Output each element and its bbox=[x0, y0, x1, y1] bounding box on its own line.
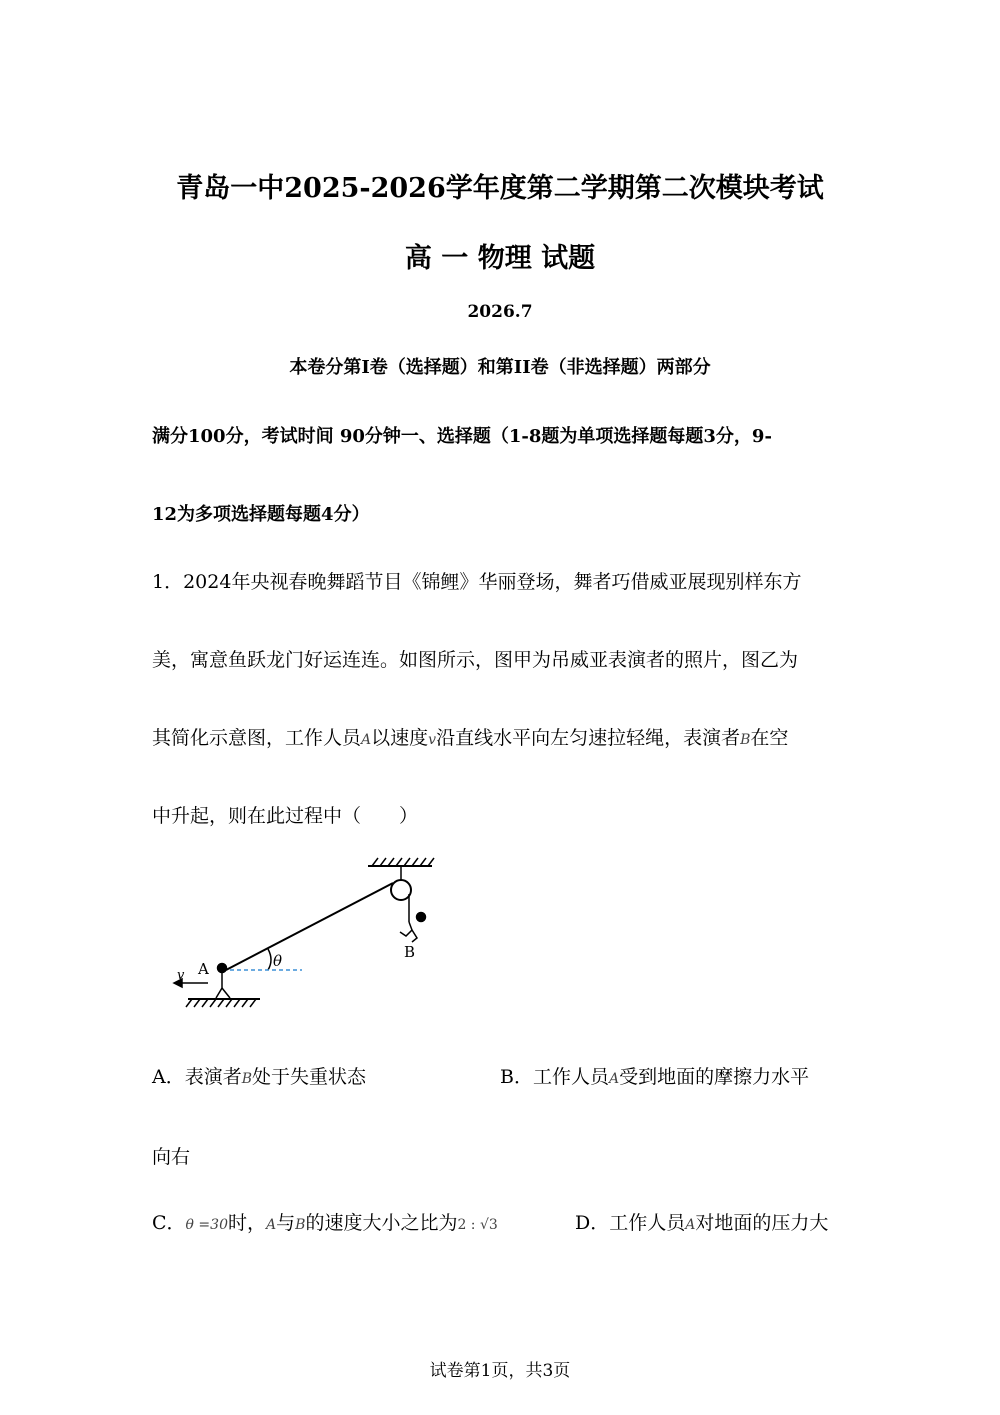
exam-subtitle: 高 一 物理 试题 bbox=[404, 243, 596, 274]
exam-date: 2026.7 bbox=[467, 302, 533, 322]
q1-line-3-text-b: 以速度 bbox=[371, 727, 429, 749]
option-b-prefix: B．工作人员 bbox=[500, 1066, 609, 1088]
rope-to-a bbox=[226, 883, 393, 970]
option-b bbox=[500, 1062, 809, 1089]
option-c-mid-2: 与 bbox=[276, 1212, 296, 1234]
q1-line-1: 1．2024年央视春晚舞蹈节目《锦鲤》华丽登场，舞者巧借威亚展现别样东方 bbox=[152, 571, 802, 593]
q1-line-3-text-a: 其简化示意图，工作人员 bbox=[152, 727, 362, 749]
option-c-prefix: C． bbox=[152, 1212, 186, 1234]
performer-b bbox=[400, 913, 426, 943]
q1-var-b: B bbox=[740, 732, 751, 748]
instructions-line-1: 满分100分，考试时间 90分钟一、选择题（1-8题为单项选择题每题3分，9- bbox=[152, 426, 772, 447]
q1-line-4: 中升起，则在此过程中（ ） bbox=[152, 805, 419, 827]
option-c-var-b: B bbox=[295, 1217, 306, 1233]
option-a-prefix: A．表演者 bbox=[152, 1066, 242, 1088]
q1-line-3 bbox=[152, 723, 788, 750]
option-b-var: A bbox=[608, 1071, 620, 1087]
option-d-suffix: 对地面的压力大 bbox=[695, 1212, 829, 1234]
pulley bbox=[391, 880, 411, 900]
angle-arc bbox=[268, 949, 271, 970]
option-b-suffix: 受到地面的摩擦力水平 bbox=[619, 1066, 810, 1088]
q1-line-3-text-c: 沿直线水平向左匀速拉轻绳，表演者 bbox=[436, 727, 741, 749]
label-a: A bbox=[198, 960, 209, 978]
option-c-ratio: 2 : √3 bbox=[457, 1217, 498, 1233]
option-c-theta: θ =30 bbox=[185, 1217, 228, 1233]
structure-note: 本卷分第I卷（选择题）和第II卷（非选择题）两部分 bbox=[289, 357, 711, 378]
q1-var-a: A bbox=[361, 732, 372, 748]
option-d bbox=[575, 1208, 828, 1235]
option-b-wrap: 向右 bbox=[152, 1146, 191, 1168]
label-v: v bbox=[177, 968, 185, 983]
label-theta: θ bbox=[273, 952, 283, 970]
option-a bbox=[152, 1062, 366, 1089]
q1-figure bbox=[150, 850, 450, 1020]
label-b: B bbox=[404, 943, 416, 961]
q1-line-2: 美，寓意鱼跃龙门好运连连。如图所示，图甲为吊威亚表演者的照片，图乙为 bbox=[152, 649, 799, 671]
option-d-var: A bbox=[685, 1217, 696, 1233]
option-c bbox=[152, 1208, 498, 1235]
ground bbox=[186, 999, 260, 1007]
exam-title: 青岛一中2025-2026学年度第二学期第二次模块考试 bbox=[176, 173, 824, 204]
q1-line-3-text-d: 在空 bbox=[750, 727, 789, 749]
instructions-line-2: 12为多项选择题每题4分） bbox=[152, 504, 370, 525]
option-a-var: B bbox=[241, 1071, 253, 1087]
page-footer: 试卷第1页，共3页 bbox=[429, 1361, 571, 1381]
option-d-prefix: D．工作人员 bbox=[575, 1212, 686, 1234]
ceiling-support bbox=[368, 858, 434, 880]
option-c-mid-1: 时， bbox=[227, 1212, 266, 1234]
q1-var-v: v bbox=[428, 732, 437, 748]
option-c-var-a: A bbox=[266, 1217, 277, 1233]
option-c-mid-3: 的速度大小之比为 bbox=[305, 1212, 458, 1234]
option-a-suffix: 处于失重状态 bbox=[252, 1066, 367, 1088]
